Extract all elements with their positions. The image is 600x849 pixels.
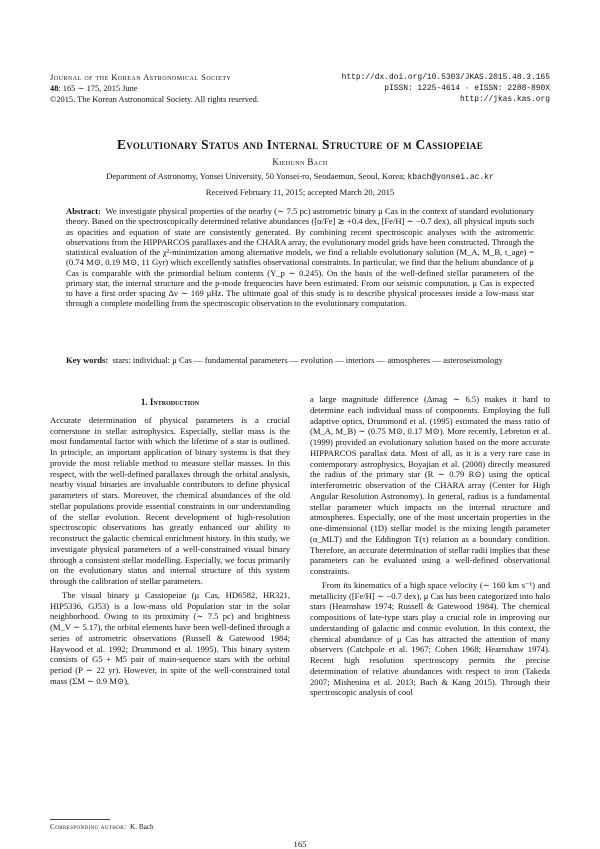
paragraph: The visual binary μ Cassiopeiae (μ Cas, HD6582, HR321, HIP5336, GJ53) is a low-mass old Population star in the solar neighborhood. Owing to its proximity (∼ 7.5 pc) and brightness (M_V ∼ 5.17), the orbital elements have been well-defined through a series of astrometric observations (Russell & Gatewood 1984; Haywood et al. 1992; Drummond et al. 1995). This binary system consists of G5 + M5 pair of main-sequence stars with the orbital period (P ∼ 22 yr). However, in spite of the well-constrained total mass (ΣM ∼ 0.9 M⊙), bbox=[50, 589, 290, 686]
affiliation-text: Department of Astronomy, Yonsei University, 50 Yonsei-ro, Seodaemun, Seoul, Korea; bbox=[106, 171, 406, 181]
doi-link[interactable]: http://dx.doi.org/10.5303/JKAS.2015.48.3.165 bbox=[341, 73, 550, 82]
author-email[interactable]: kbach@yonsei.ac.kr bbox=[407, 173, 494, 182]
volume-info bbox=[50, 83, 259, 94]
abstract bbox=[66, 206, 534, 309]
volume-pages: : 165 ∼ 175, 2015 June bbox=[58, 84, 138, 93]
keywords-label: Key words: bbox=[66, 355, 109, 365]
copyright: ©2015. The Korean Astronomical Society. All rights reserved. bbox=[50, 95, 259, 104]
author-name: Kiehunn Bach bbox=[272, 157, 328, 167]
footnote-name: K. Bach bbox=[130, 823, 154, 831]
paper-title: Evolutionary Status and Internal Structure of μ Cassiopeiae bbox=[116, 137, 484, 152]
journal-header bbox=[50, 72, 259, 105]
footnote-label: Corresponding author: bbox=[50, 823, 127, 831]
keywords-text: stars: individual: μ Cas — fundamental parameters — evolution — interiors — atmospheres — asteroseismology bbox=[112, 355, 503, 365]
journal-name: Journal of the Korean Astronomical Society bbox=[50, 73, 232, 82]
keywords bbox=[66, 355, 534, 365]
section-heading-introduction: 1. Introduction bbox=[140, 397, 200, 407]
volume-number: 48 bbox=[50, 84, 59, 93]
footnote-rule bbox=[50, 819, 110, 820]
paragraph: a large magnitude difference (Δmag ∼ 6.5) makes it hard to determine each individual mass of components. Employing the full adaptive optics, Drummond et al. (1995) estimated the mass ratio of (M_A, M_B) ∼ (0.75 M⊙, 0.17 M⊙). More recently, Lebreton et al. (1999) provided an evolutionary solution based on the more accurate HIPPARCOS parallax data. Most of all, as it is a very rare case in contemporary astrophysics, Boyajian et al. (2008) directly measured the radius of the primary star (R ∼ 0.79 R⊙) using the optical interferometric observation of the CHARA array (Center for High Angular Resolution Astronomy). In general, radius is a fundamental stellar parameter which impacts on the internal structure and atmospheres. Especially, one of the most uncertain properties in the one-dimensional (1D) stellar model is the mixing length parameter (α_MLT) and the Eddington T(τ) relation as a boundary condition. Therefore, an accurate determination of stellar radii implies that these parameters can be evaluated using a well-defined observational constraints. bbox=[310, 394, 550, 576]
page-number: 165 bbox=[293, 839, 307, 849]
abstract-text: We investigate physical properties of the nearby (∼ 7.5 pc) astrometric binary μ Cas in the context of standard evolutionary theory. Based on the spectroscopically determined relative abundances ([α/Fe] ≳ +0.4 dex, [Fe/H] ∼ −0.7 dex), all physical inputs such as opacities and equation of state are consistently generated. By combining recent spectroscopic analyses with the astrometric observations from the HIPPARCOS parallaxes and the CHARA array, the evolutionary model grids have been constructed. Through the statistical evaluation of the χ²-minimization among alternative models, we find a reliable evolutionary solution (M_A, M_B, t_age) = (0.74 M⊙, 0.19 M⊙, 11 Gyr) which excellently satisfies observational constraints. In particular, we find that the helium abundance of μ Cas is comparable with the primordial helium contents (Y_p ∼ 0.245). On the basis of the well-defined stellar parameters of the primary star, the internal structure and the p-mode frequencies have been estimated. From our seismic computation, μ Cas is expected to have a first order spacing Δν ∼ 169 μHz. The ultimate goal of this study is to describe physical processes inside a low-mass star through a complete modelling from the spectroscopic observation to the evolutionary computation. bbox=[66, 206, 535, 309]
corresponding-author-footnote bbox=[50, 823, 154, 831]
affiliation bbox=[0, 171, 600, 182]
paragraph: Accurate determination of physical parameters is a crucial cornerstone in stellar astrophysics. Especially, stellar mass is the most fundamental factor with which the lifetime of a star is outlined. In principle, an important application of binary systems is that they provide the most reliable method to measure stellar masses. In this respect, with the well-defined parallaxes through the orbital analysis, nearby visual binaries are invaluable contributors to define physical parameters of stars. Moreover, the chemical abundances of the old stellar populations provide essential constraints in our understanding of the stellar evolution. Recent development of high-resolution spectroscopic observations has greatly enhanced our ability to reconstruct the galactic chemical enrichment history. In this study, we investigate physical parameters of a well-constrained visual binary through a consistent stellar modelling. Especially, we focus primarily on the evolutionary status and internal structure of this system through the calibration of stellar parameters. bbox=[50, 414, 290, 586]
abstract-label: Abstract: bbox=[66, 206, 101, 216]
doi-header bbox=[342, 72, 550, 105]
right-column bbox=[310, 394, 550, 698]
received-dates: Received February 11, 2015; accepted March 20, 2015 bbox=[205, 187, 395, 197]
left-column bbox=[50, 397, 290, 687]
paragraph: From its kinematics of a high space velocity (∼ 160 km s⁻¹) and metallicity ([Fe/H] ∼ −0.7 dex), μ Cas has been categorized into halo stars (Hearnshaw 1974; Russell & Gatewood 1984). The chemical compositions of late-type stars play a crucial role in improving our understanding of galactic and cosmic evolution. In this context, the chemical abundance of μ Cas has attracted the attention of many observers (Catchpole et al. 1967; Cohen 1968; Hearnshaw 1974). Recent high resolution spectroscopy permits the precise determination of relative abundances with respect to iron (Takeda 2007; Mishenina et al. 2013; Bach & Kang 2015). Through their spectroscopic analysis of cool bbox=[310, 579, 550, 698]
journal-site-link[interactable]: http://jkas.kas.org bbox=[460, 95, 550, 104]
issn: pISSN: 1225-4614 · eISSN: 2288-890X bbox=[384, 84, 550, 93]
